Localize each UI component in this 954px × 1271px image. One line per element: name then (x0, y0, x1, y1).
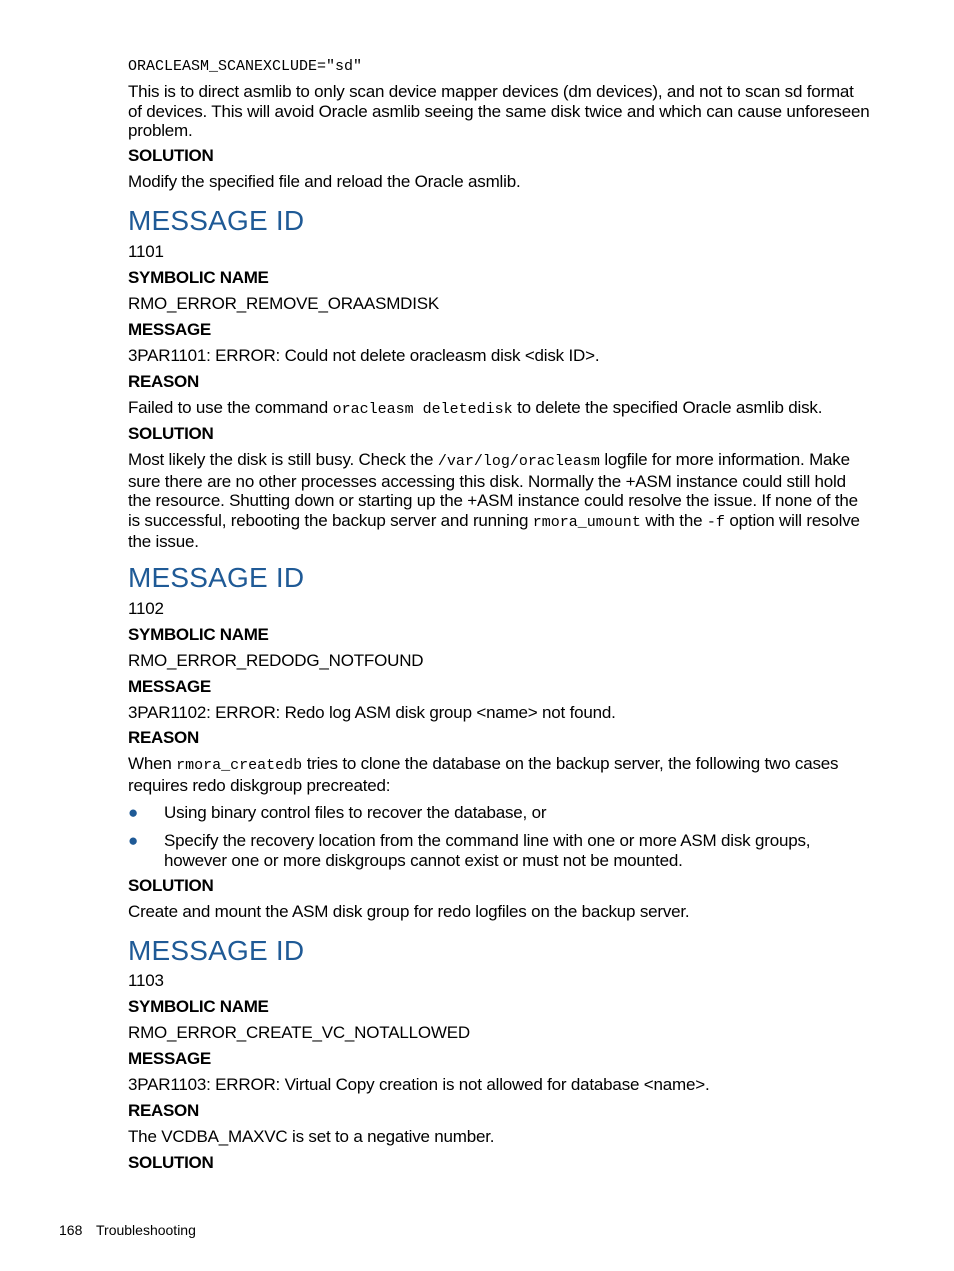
solution-label: SOLUTION (128, 1153, 214, 1172)
solution-text: Most likely the disk is still busy. Check the /var/log/oracleasm logfile for more information. Make sure there are no other processes accessing this disk. Normally the +ASM instance could still hold the resource. Shutting down or starting up the +ASM instance could resolve the issue. If none of the is successful, rebooting the backup server and running rmora_umount with the -f option will resolve the issue. (128, 450, 860, 552)
inline-code: rmora_createdb (176, 757, 303, 774)
page-number: 168 (59, 1222, 83, 1238)
inline-code: rmora_umount (532, 513, 641, 531)
symbolic-name-value: RMO_ERROR_CREATE_VC_NOTALLOWED (128, 1023, 470, 1042)
message-label: MESSAGE (128, 320, 211, 339)
message-label: MESSAGE (128, 677, 211, 696)
reason-label: REASON (128, 728, 199, 747)
reason-text: Failed to use the command oracleasm deletedisk to delete the specified Oracle asmlib disk. (128, 398, 823, 418)
reason-label: REASON (128, 372, 199, 391)
message-id-heading: MESSAGE ID (128, 562, 305, 593)
reason-text: When rmora_createdb tries to clone the database on the backup server, the following two cases requires redo diskgroup precreated: (128, 754, 839, 795)
inline-code: oracleasm deletedisk (332, 401, 513, 418)
footer-section: Troubleshooting (96, 1222, 196, 1238)
reason-label: REASON (128, 1101, 199, 1120)
message-id-value: 1102 (128, 599, 164, 618)
message-value: 3PAR1101: ERROR: Could not delete oracleasm disk <disk ID>. (128, 346, 600, 365)
solution-label: SOLUTION (128, 146, 214, 165)
symbolic-name-label: SYMBOLIC NAME (128, 268, 269, 287)
code-line: ORACLEASM_SCANEXCLUDE="sd" (128, 58, 363, 75)
intro-paragraph: This is to direct asmlib to only scan device mapper devices (dm devices), and not to scan sd format of devices. This will avoid Oracle asmlib seeing the same disk twice and which can cause unforeseen problem. (128, 82, 870, 141)
message-id-value: 1103 (128, 971, 164, 990)
reason-text: The VCDBA_MAXVC is set to a negative number. (128, 1127, 495, 1146)
message-value: 3PAR1103: ERROR: Virtual Copy creation is not allowed for database <name>. (128, 1075, 710, 1094)
solution-text: Modify the specified file and reload the Oracle asmlib. (128, 172, 521, 191)
message-label: MESSAGE (128, 1049, 211, 1068)
bullet-icon: ● (128, 803, 139, 822)
solution-text: Create and mount the ASM disk group for redo logfiles on the backup server. (128, 902, 690, 921)
bullet-icon: ● (128, 831, 139, 850)
message-id-value: 1101 (128, 242, 164, 261)
symbolic-name-value: RMO_ERROR_REMOVE_ORAASMDISK (128, 294, 440, 313)
solution-label: SOLUTION (128, 876, 214, 895)
inline-code: /var/log/oracleasm (437, 453, 600, 470)
message-value: 3PAR1102: ERROR: Redo log ASM disk group <name> not found. (128, 703, 616, 722)
symbolic-name-label: SYMBOLIC NAME (128, 625, 269, 644)
symbolic-name-label: SYMBOLIC NAME (128, 997, 269, 1016)
inline-code: -f (706, 513, 725, 531)
symbolic-name-value: RMO_ERROR_REDODG_NOTFOUND (128, 651, 424, 670)
message-id-heading: MESSAGE ID (128, 205, 305, 236)
message-id-heading: MESSAGE ID (128, 935, 305, 966)
solution-label: SOLUTION (128, 424, 214, 443)
page-footer (59, 1222, 196, 1238)
